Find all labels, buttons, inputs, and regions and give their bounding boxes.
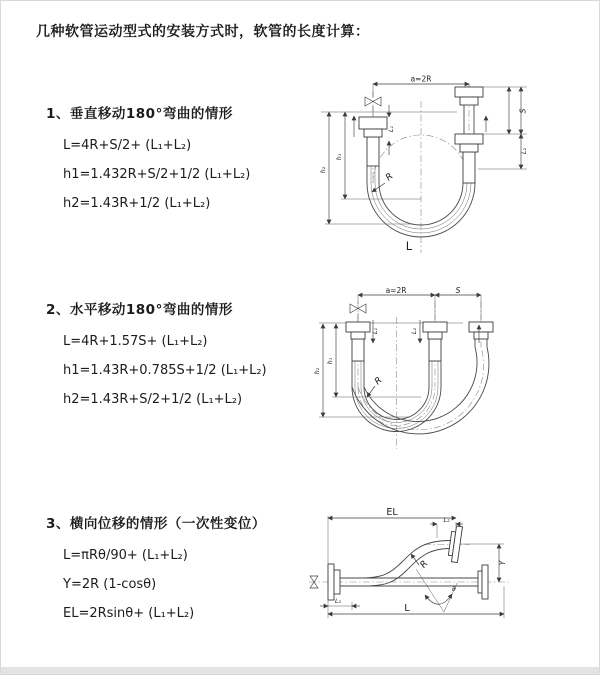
hose-u-bend-shifted bbox=[352, 339, 489, 434]
section-2-heading: 2、水平移动180°弯曲的情形 bbox=[46, 302, 233, 318]
dim-label-y: Y bbox=[498, 560, 507, 566]
dim-label-l2: L₂ bbox=[411, 327, 418, 335]
section-lateral-displacement bbox=[46, 512, 316, 628]
left-flange bbox=[328, 564, 340, 600]
section-3-heading: 3、横向位移的情形（一次性变位） bbox=[46, 516, 266, 532]
page-title: 几种软管运动型式的安装方式时，软管的长度计算： bbox=[36, 24, 370, 40]
dim-label-h2: h₂ bbox=[314, 367, 321, 375]
length-label: L bbox=[404, 603, 410, 614]
formula-EL: EL=2Rsinθ+ (L₁+L₂) bbox=[63, 606, 195, 621]
hose-displaced-position bbox=[340, 541, 450, 587]
diagram-lateral-displacement bbox=[304, 492, 596, 654]
dim-label-s: S bbox=[518, 108, 528, 114]
section-1-heading: 1、垂直移动180°弯曲的情形 bbox=[46, 106, 233, 122]
left-fitting bbox=[346, 322, 370, 339]
dim-label-a2r: a=2R bbox=[410, 74, 432, 84]
dim-label-h1: h₁ bbox=[327, 357, 334, 365]
braided-hose-left bbox=[367, 137, 379, 166]
formula-L: L=4R+1.57S+ (L₁+L₂) bbox=[63, 334, 208, 349]
radius-label: R bbox=[373, 375, 385, 388]
formula-h1: h1=1.43R+0.785S+1/2 (L₁+L₂) bbox=[63, 363, 267, 378]
formula-h2: h2=1.43R+1/2 (L₁+L₂) bbox=[63, 196, 211, 211]
formula-L: L=4R+S/2+ (L₁+L₂) bbox=[63, 138, 192, 153]
middle-fitting bbox=[423, 322, 447, 339]
upper-flange bbox=[448, 525, 463, 562]
section-vertical-bend bbox=[46, 102, 316, 218]
radius-label: R bbox=[418, 559, 431, 571]
diagram-vertical-180-bend-svg bbox=[311, 71, 576, 258]
valve-icon bbox=[350, 295, 366, 322]
dim-label-l1: L₁ bbox=[372, 327, 379, 335]
right-fitting bbox=[469, 322, 493, 339]
dimensions bbox=[320, 75, 528, 254]
dimensions bbox=[320, 507, 507, 618]
braided-hose-right bbox=[463, 152, 475, 183]
dim-label-l2: L₂ bbox=[521, 147, 528, 155]
diagram-horizontal-180-bend-svg bbox=[313, 287, 593, 459]
formula-Y: Y=2R (1-cosθ) bbox=[63, 577, 157, 592]
centerlines bbox=[321, 83, 469, 253]
dimensions bbox=[314, 287, 481, 417]
dim-label-l1: L₁ bbox=[334, 598, 342, 605]
dim-label-a2r: a=2R bbox=[385, 287, 407, 295]
left-fitting bbox=[359, 117, 387, 137]
lower-right-flange bbox=[478, 565, 488, 599]
dim-label-h2: h₂ bbox=[320, 166, 327, 174]
page-bottom-margin bbox=[1, 667, 599, 674]
dim-label-s: S bbox=[455, 287, 461, 295]
angle-annotation bbox=[416, 569, 457, 612]
centerlines bbox=[319, 301, 484, 449]
dim-label-l1: L₁ bbox=[388, 125, 395, 133]
dim-label-l2: L₂ bbox=[443, 517, 450, 524]
diagram-horizontal-180-bend bbox=[313, 287, 593, 459]
formula-L: L=πRθ/90+ (L₁+L₂) bbox=[63, 548, 188, 563]
angle-label: θ bbox=[452, 586, 456, 593]
formula-h2: h2=1.43R+S/2+1/2 (L₁+L₂) bbox=[63, 392, 243, 407]
formula-h1: h1=1.432R+S/2+1/2 (L₁+L₂) bbox=[63, 167, 251, 182]
dim-label-h1: h₁ bbox=[336, 153, 343, 161]
section-horizontal-bend bbox=[46, 298, 316, 414]
length-label: L bbox=[405, 239, 413, 253]
diagram-vertical-180-bend bbox=[311, 71, 576, 258]
braided-hose-left bbox=[352, 339, 364, 361]
radius-label: R bbox=[384, 171, 396, 184]
diagram-lateral-displacement-svg bbox=[304, 492, 596, 654]
dim-label-el: EL bbox=[386, 507, 398, 518]
braided-hose-middle bbox=[429, 339, 441, 361]
